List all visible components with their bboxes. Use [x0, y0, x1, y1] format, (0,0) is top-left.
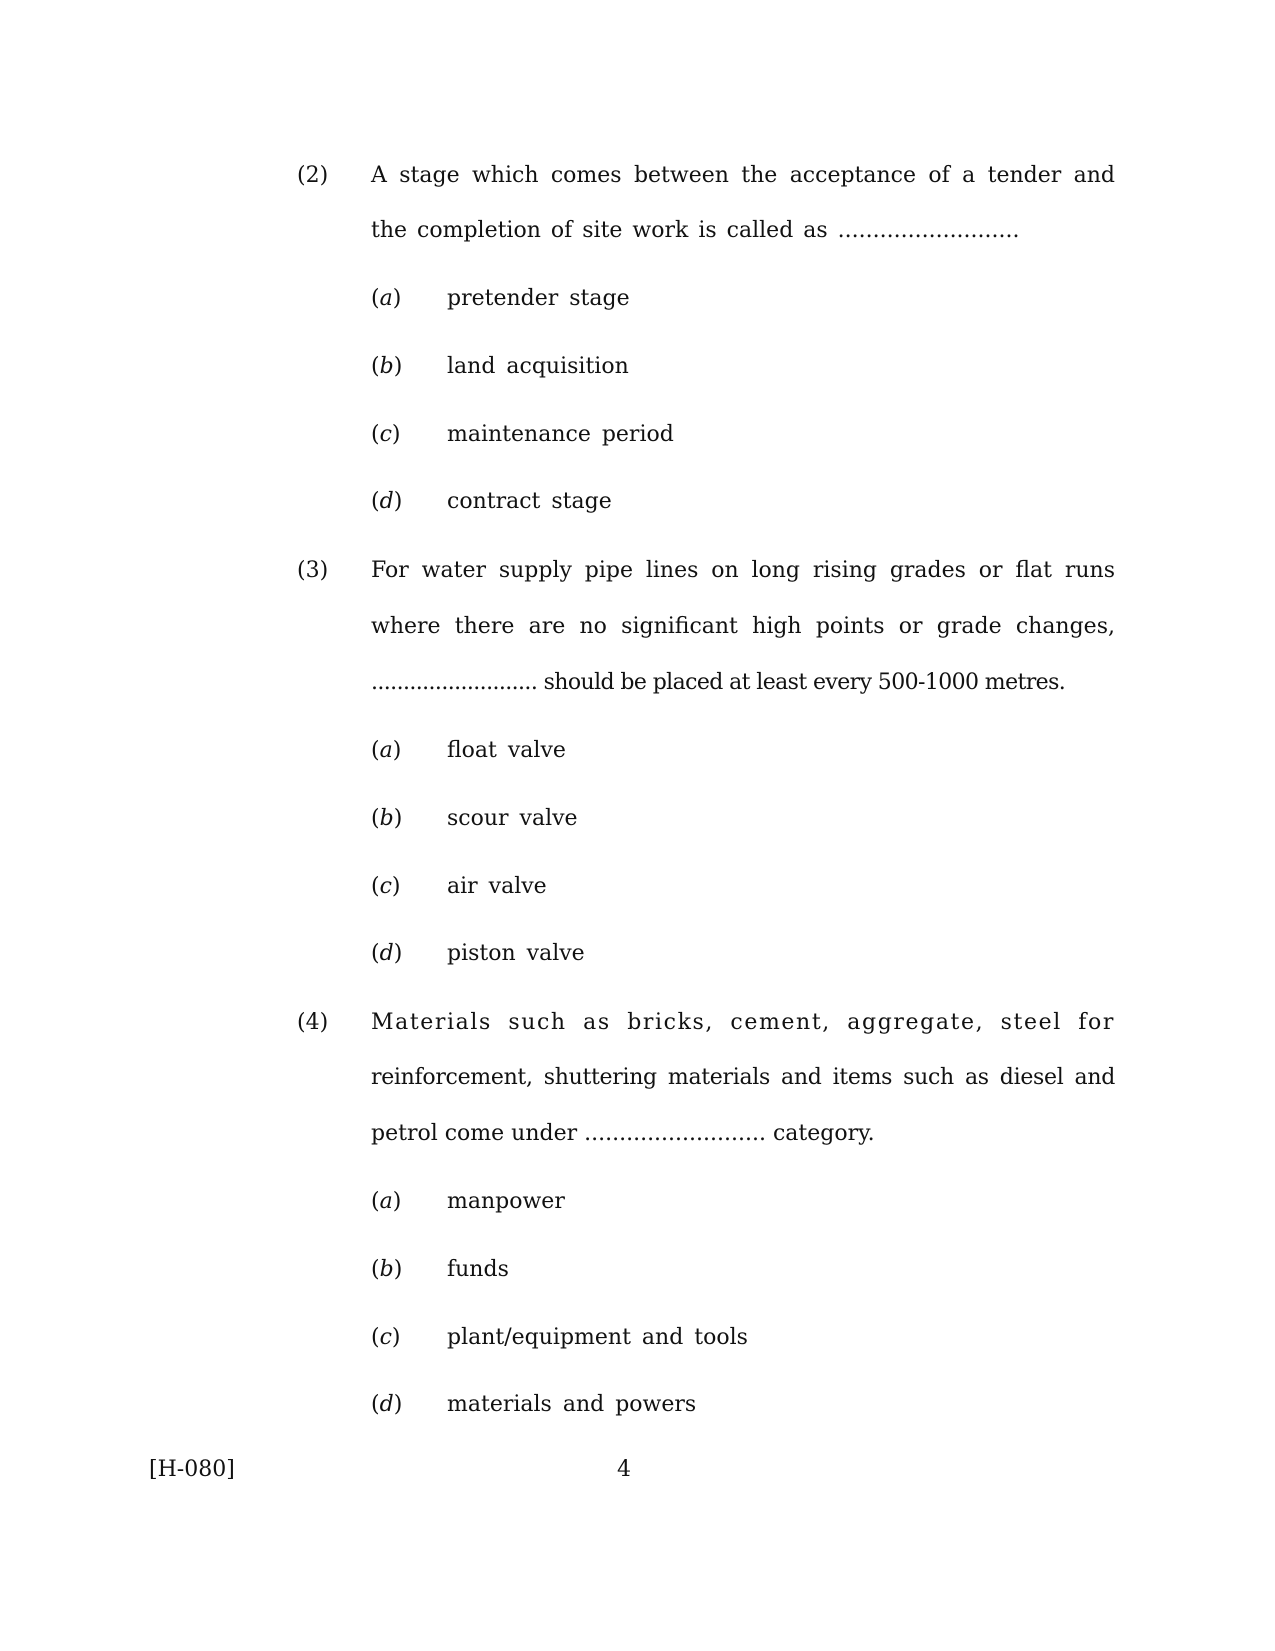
option-letter: (c)	[371, 874, 401, 899]
option-letter: (b)	[371, 806, 403, 831]
option-text: air valve	[447, 874, 547, 899]
option-letter: (a)	[371, 1189, 402, 1214]
question-text-line: where there are no significant high points or grade changes,	[371, 614, 1115, 639]
option-a	[371, 284, 630, 314]
option-text: contract stage	[447, 489, 612, 514]
option-text: scour valve	[447, 806, 578, 831]
option-text: plant/equipment and tools	[447, 1325, 748, 1350]
question-text-line: petrol come under .......................... category.	[371, 1121, 875, 1146]
option-letter: (c)	[371, 1325, 401, 1350]
option-letter: (b)	[371, 1257, 403, 1282]
question-text-line: the completion of site work is called as ..........................	[371, 218, 1020, 243]
option-a	[371, 736, 566, 766]
option-c	[371, 420, 674, 450]
option-text: manpower	[447, 1189, 565, 1214]
question-text-line: reinforcement, shuttering materials and items such as diesel and	[371, 1065, 1115, 1090]
option-d	[371, 1390, 696, 1420]
question-number: (3)	[297, 558, 329, 583]
option-c	[371, 872, 547, 902]
option-text: materials and powers	[447, 1392, 697, 1417]
option-text: piston valve	[447, 941, 585, 966]
option-letter: (d)	[371, 941, 403, 966]
option-c	[371, 1323, 748, 1353]
option-text: funds	[447, 1257, 509, 1282]
question-number: (2)	[297, 163, 329, 188]
page-number: 4	[617, 1457, 631, 1482]
option-letter: (b)	[371, 354, 403, 379]
question-text-line: A stage which comes between the acceptance of a tender and	[371, 163, 1115, 188]
option-text: pretender stage	[447, 286, 630, 311]
paper-code: [H-080]	[149, 1457, 235, 1482]
option-letter: (d)	[371, 1392, 403, 1417]
option-letter: (d)	[371, 489, 403, 514]
option-letter: (a)	[371, 738, 402, 763]
option-d	[371, 939, 585, 969]
option-d	[371, 487, 612, 517]
option-b	[371, 804, 578, 834]
question-text-line: For water supply pipe lines on long rising grades or flat runs	[371, 558, 1115, 583]
option-letter: (c)	[371, 422, 401, 447]
option-text: land acquisition	[447, 354, 629, 379]
option-text: float valve	[447, 738, 566, 763]
option-b	[371, 1255, 509, 1285]
question-text-line: .......................... should be placed at least every 500-1000 metres.	[371, 670, 1066, 695]
question-number: (4)	[297, 1010, 329, 1035]
question-text-line: Materials such as bricks, cement, aggregate, steel for	[371, 1010, 1115, 1035]
option-letter: (a)	[371, 286, 402, 311]
option-b	[371, 352, 629, 382]
option-a	[371, 1187, 565, 1217]
option-text: maintenance period	[447, 422, 674, 447]
